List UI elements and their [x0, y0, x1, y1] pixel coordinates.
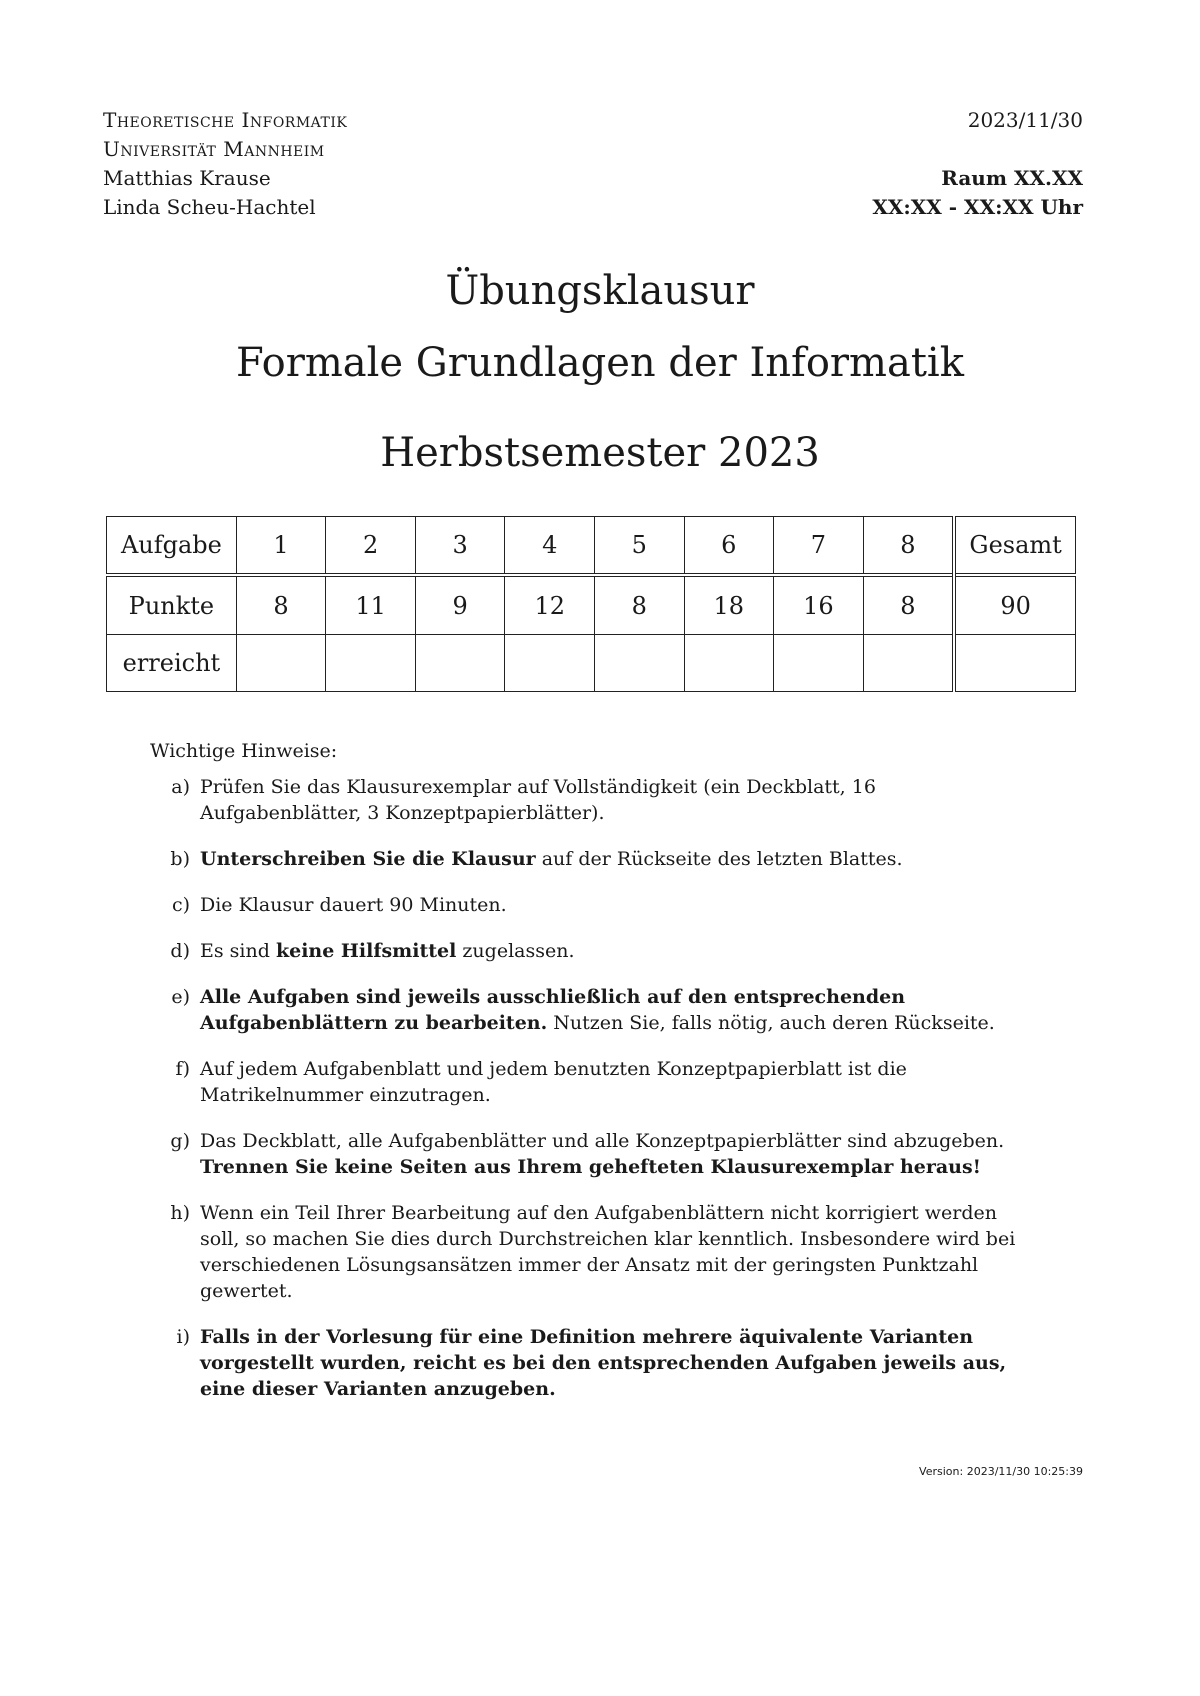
- hint-text: auf der Rückseite des letzten Blattes.: [535, 848, 903, 870]
- hint-letter: e): [171, 986, 190, 1008]
- points-2: 11: [326, 575, 416, 635]
- points-7: 16: [774, 575, 864, 635]
- institute-name: Theoretische Informatik: [103, 108, 348, 132]
- hint-text: Wenn ein Teil Ihrer Bearbeitung auf den Aufgabenblättern nicht korrigiert werden soll, so machen Sie dies durch Durchstreichen klar kenntlich. Insbesondere wird bei verschiedenen Lösungsansätzen immer der Ansatz mit der geringsten Punktzahl gewertet.: [200, 1202, 1016, 1302]
- hints-heading: Wichtige Hinweise:: [150, 740, 338, 762]
- hint-item: [150, 938, 1030, 964]
- task-4: 4: [505, 517, 595, 576]
- hint-item: [150, 1200, 1030, 1304]
- task-1: 1: [236, 517, 326, 576]
- hint-letter: b): [170, 848, 190, 870]
- task-6: 6: [684, 517, 774, 576]
- hint-text: Prüfen Sie das Klausurexemplar auf Vollständigkeit (ein Deckblatt, 16 Aufgabenblätter, 3 Konzeptpapierblätter).: [200, 776, 876, 824]
- task-8: 8: [863, 517, 954, 576]
- author-2: Linda Scheu-Hachtel: [103, 195, 316, 219]
- author-1: Matthias Krause: [103, 166, 271, 190]
- hint-text: Die Klausur dauert 90 Minuten.: [200, 894, 507, 916]
- exam-date: 2023/11/30: [967, 108, 1083, 132]
- hint-item: [150, 846, 1030, 872]
- task-2: 2: [326, 517, 416, 576]
- hint-text-pre: Es sind: [200, 940, 276, 962]
- hint-letter: f): [175, 1058, 190, 1080]
- hint-item: [150, 774, 1030, 826]
- hint-text: Nutzen Sie, falls nötig, auch deren Rückseite.: [547, 1012, 995, 1034]
- row-label-points: Punkte: [107, 575, 237, 635]
- task-5: 5: [594, 517, 684, 576]
- exam-time: XX:XX - XX:XX Uhr: [872, 195, 1083, 219]
- achieved-cell: [594, 635, 684, 692]
- hint-item: [150, 1128, 1030, 1180]
- points-total: 90: [954, 575, 1075, 635]
- points-3: 9: [415, 575, 505, 635]
- hint-bold: Falls in der Vorlesung für eine Definition mehrere äquivalente Varianten vorgestellt wurden, reicht es bei den entsprechenden Aufgaben jeweils aus, eine dieser Varianten anzugeben.: [200, 1326, 1007, 1400]
- hint-item: [150, 892, 1030, 918]
- achieved-cell: [684, 635, 774, 692]
- achieved-total-cell: [954, 635, 1075, 692]
- points-4: 12: [505, 575, 595, 635]
- points-6: 18: [684, 575, 774, 635]
- hint-item: [150, 1324, 1030, 1402]
- hint-text: Auf jedem Aufgabenblatt und jedem benutzten Konzeptpapierblatt ist die Matrikelnummer einzutragen.: [200, 1058, 907, 1106]
- hint-letter: g): [170, 1130, 190, 1152]
- achieved-cell: [326, 635, 416, 692]
- hint-bold: Trennen Sie keine Seiten aus Ihrem gehefteten Klausurexemplar heraus!: [200, 1156, 982, 1178]
- version-stamp: Version: 2023/11/30 10:25:39: [919, 1465, 1083, 1478]
- total-label: Gesamt: [954, 517, 1075, 576]
- task-row: [107, 517, 1076, 576]
- achieved-cell: [863, 635, 954, 692]
- hint-letter: d): [170, 940, 190, 962]
- task-7: 7: [774, 517, 864, 576]
- exam-title: Übungsklausur: [445, 268, 755, 314]
- hint-item: [150, 1056, 1030, 1108]
- achieved-cell: [774, 635, 864, 692]
- row-label-achieved: erreicht: [107, 635, 237, 692]
- points-5: 8: [594, 575, 684, 635]
- hints-section: [150, 738, 1030, 1422]
- hint-letter: i): [176, 1326, 190, 1348]
- hint-letter: a): [171, 776, 190, 798]
- hint-letter: h): [170, 1202, 190, 1224]
- points-1: 8: [236, 575, 326, 635]
- hint-item: [150, 984, 1030, 1036]
- hint-text: zugelassen.: [456, 940, 575, 962]
- hint-text: Das Deckblatt, alle Aufgabenblätter und alle Konzeptpapierblätter sind abzugeben.: [200, 1130, 1005, 1152]
- header-right: [872, 106, 1083, 222]
- achieved-cell: [415, 635, 505, 692]
- hint-bold: Alle Aufgaben sind jeweils ausschließlich auf den entsprechenden Aufgabenblättern zu bearbeiten.: [200, 986, 906, 1034]
- row-label-task: Aufgabe: [107, 517, 237, 576]
- score-table: [106, 516, 1076, 692]
- points-8: 8: [863, 575, 954, 635]
- points-row: [107, 575, 1076, 635]
- achieved-cell: [505, 635, 595, 692]
- university-name: Universität Mannheim: [103, 137, 325, 161]
- hint-bold: Unterschreiben Sie die Klausur: [200, 848, 536, 870]
- semester-title: Herbstsemester 2023: [380, 430, 820, 476]
- achieved-row: [107, 635, 1076, 692]
- achieved-cell: [236, 635, 326, 692]
- task-3: 3: [415, 517, 505, 576]
- hint-letter: c): [171, 894, 190, 916]
- exam-room: Raum XX.XX: [941, 166, 1083, 190]
- hint-bold: keine Hilfsmittel: [275, 940, 457, 962]
- course-title: Formale Grundlagen der Informatik: [236, 340, 964, 386]
- header-left: [103, 106, 347, 222]
